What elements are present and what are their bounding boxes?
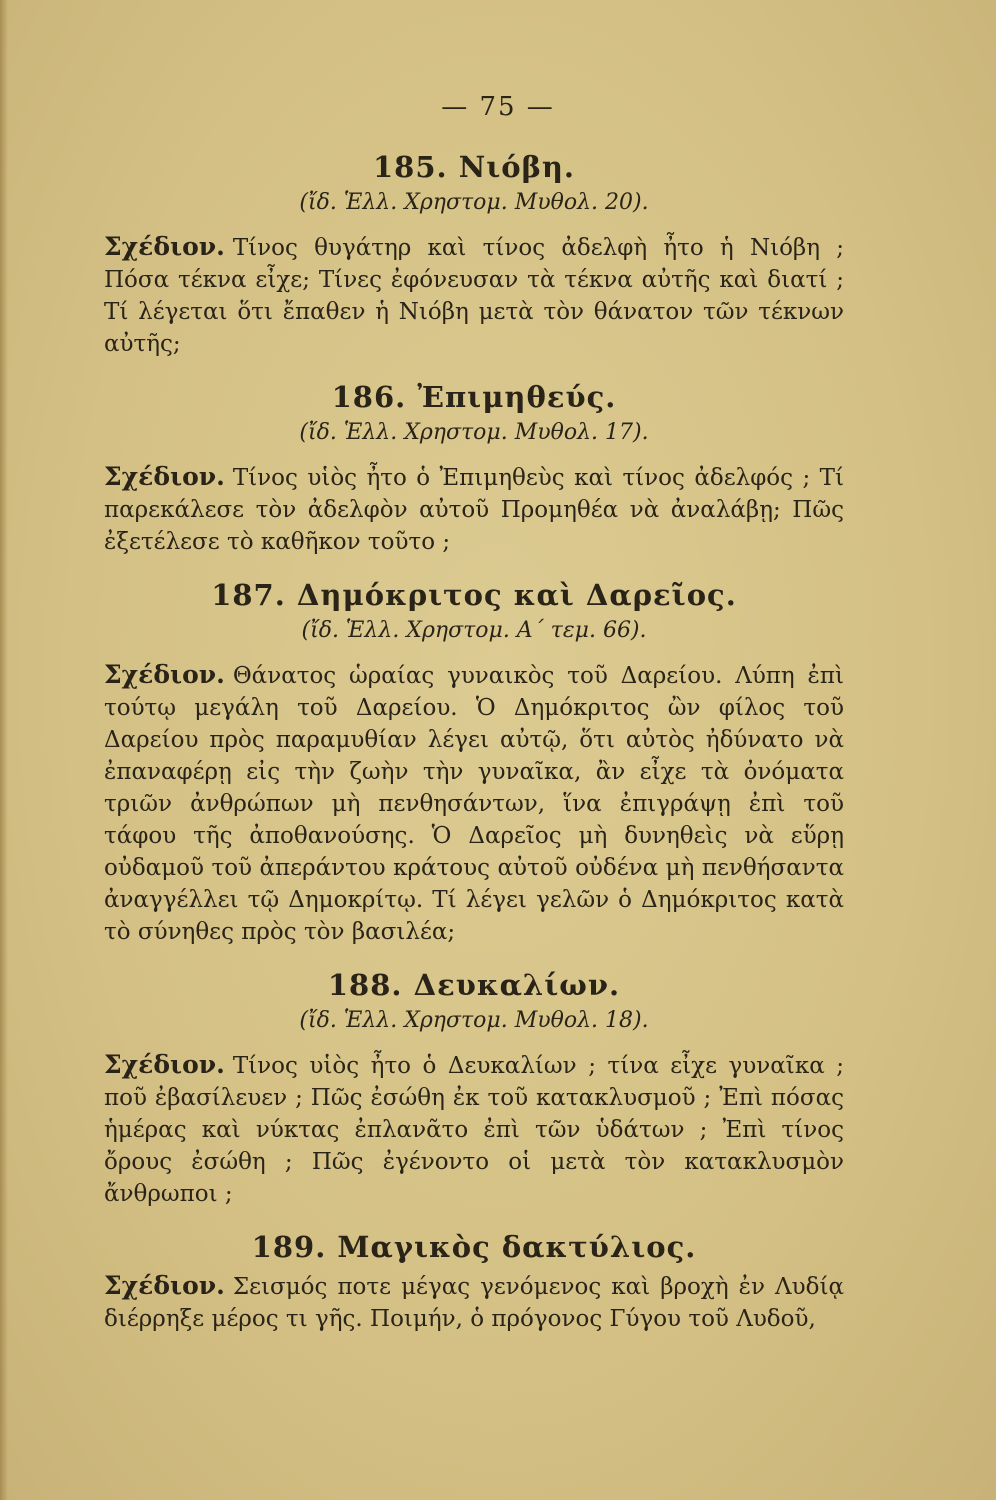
paragraph-text: Τίνος υἱὸς ἦτο ὁ Δευκαλίων ; τίνα εἶχε γυναῖκα ; ποῦ ἐβασίλευεν ; Πῶς ἐσώθη ἐκ τοῦ κατακλυσμοῦ ; Ἐπὶ πόσας ἡμέρας καὶ νύκτας ἐπλανᾶτο ἐπὶ τῶν ὑδάτων ; Ἐπὶ τίνος ὄρους ἐσώθη ; Πῶς ἐγένοντο οἱ μετὰ τὸν κατακλυσμὸν ἄνθρωποι ;	[104, 1053, 844, 1207]
section-paragraph	[104, 231, 844, 360]
section-187	[104, 578, 844, 948]
section-heading: 185. Νιόβη.	[372, 150, 576, 184]
section-source: (ἴδ. Ἑλλ. Χρηστομ. Μυθολ. 20).	[299, 190, 649, 215]
section-paragraph	[104, 1270, 844, 1335]
paragraph-lead: Σχέδιον.	[104, 462, 225, 491]
paragraph-lead: Σχέδιον.	[104, 1050, 225, 1079]
paragraph-text: Τίνος θυγάτηρ καὶ τίνος ἀδελφὴ ἦτο ἡ Νιόβη ; Πόσα τέκνα εἶχε; Τίνες ἐφόνευσαν τὰ τέκνα αὐτῆς καὶ διατί ; Τί λέγεται ὅτι ἔπαθεν ἡ Νιόβη μετὰ τὸν θάνατον τῶν τέκνων αὐτῆς;	[104, 235, 844, 357]
paragraph-lead: Σχέδιον.	[104, 660, 225, 689]
section-heading: 186. Ἐπιμηθεύς.	[331, 380, 617, 414]
page-edge-shadow	[0, 0, 8, 1500]
paragraph-lead: Σχέδιον.	[104, 1271, 225, 1300]
section-heading: 188. Δευκαλίων.	[327, 968, 621, 1002]
section-heading: 189. Μαγικὸς δακτύλιος.	[251, 1230, 697, 1264]
section-source: (ἴδ. Ἑλλ. Χρηστομ. Μυθολ. 18).	[299, 1008, 649, 1033]
section-188	[104, 968, 844, 1210]
section-185	[104, 150, 844, 360]
section-paragraph	[104, 1049, 844, 1210]
page-body	[104, 150, 844, 1355]
section-186	[104, 380, 844, 558]
paragraph-text: Σεισμός ποτε μέγας γενόμενος καὶ βροχὴ ἐν Λυδίᾳ διέρρηξε μέρος τι γῆς. Ποιμήν, ὁ πρόγονος Γύγου τοῦ Λυδοῦ,	[104, 1274, 844, 1332]
paragraph-text: Θάνατος ὡραίας γυναικὸς τοῦ Δαρείου. Λύπη ἐπὶ τούτῳ μεγάλη τοῦ Δαρείου. Ὁ Δημόκριτος ὢν φίλος τοῦ Δαρείου πρὸς παραμυθίαν λέγει αὐτῷ, ὅτι αὐτὸς ἠδύνατο νὰ ἐπαναφέρῃ εἰς τὴν ζωὴν τὴν γυναῖκα, ἂν εἶχε τὰ ὀνόματα τριῶν ἀνθρώπων μὴ πενθησάντων, ἵνα ἐπιγράψῃ ἐπὶ τοῦ τάφου τῆς ἀποθανούσης. Ὁ Δαρεῖος μὴ δυνηθεὶς νὰ εὕρῃ οὐδαμοῦ τοῦ ἀπεράντου κράτους αὐτοῦ οὐδένα μὴ πενθήσαντα ἀναγγέλλει τῷ Δημοκρίτῳ. Τί λέγει γελῶν ὁ Δημόκριτος κατὰ τὸ σύνηθες πρὸς τὸν βασιλέα;	[104, 663, 844, 945]
section-paragraph	[104, 659, 844, 948]
section-heading: 187. Δημόκριτος καὶ Δαρεῖος.	[211, 578, 737, 612]
section-paragraph	[104, 461, 844, 558]
page-number: — 75 —	[441, 92, 555, 122]
paragraph-text: Τίνος υἱὸς ἦτο ὁ Ἐπιμηθεὺς καὶ τίνος ἀδελφός ; Τί παρεκάλεσε τὸν ἀδελφὸν αὐτοῦ Προμηθέα νὰ ἀναλάβῃ; Πῶς ἐξετέλεσε τὸ καθῆκον τοῦτο ;	[104, 465, 844, 555]
section-189	[104, 1230, 844, 1335]
paragraph-lead: Σχέδιον.	[104, 232, 225, 261]
section-source: (ἴδ. Ἑλλ. Χρηστομ. Μυθολ. 17).	[299, 420, 649, 445]
section-source: (ἴδ. Ἑλλ. Χρηστομ. Α΄ τεμ. 66).	[301, 618, 647, 643]
